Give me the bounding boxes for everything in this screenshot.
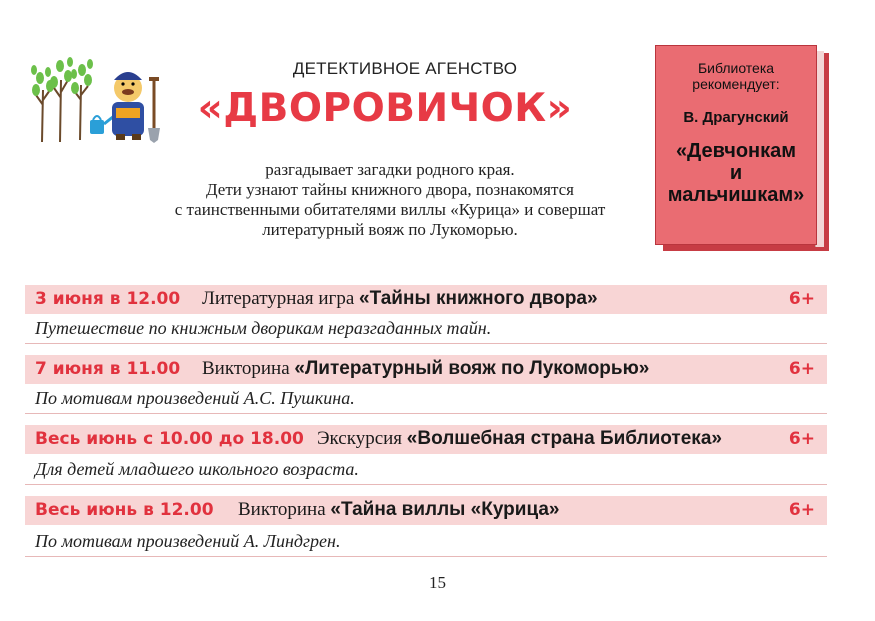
age-badge: 6+ bbox=[788, 359, 815, 379]
event-description: Путешествие по книжным дворикам неразгаданных тайн. bbox=[35, 318, 492, 338]
event-title bbox=[317, 428, 722, 450]
shovel-icon bbox=[148, 77, 160, 143]
divider bbox=[25, 484, 827, 485]
event-description: Для детей младшего школьного возраста. bbox=[35, 459, 359, 479]
event-name: «Тайна виллы «Курица» bbox=[330, 499, 560, 520]
intro-text bbox=[150, 160, 630, 240]
book-library-line: Библиотека bbox=[697, 60, 775, 76]
intro-line: с таинственными обитателями виллы «Курица» и совершат bbox=[174, 200, 606, 219]
event-title bbox=[238, 499, 560, 521]
agency-title: «ДВОРОВИЧОК» bbox=[197, 86, 573, 131]
gardener-illustration bbox=[30, 50, 180, 145]
divider bbox=[25, 413, 827, 414]
event-date: 3 июня в 12.00 bbox=[35, 289, 181, 309]
event-name: «Тайны книжного двора» bbox=[359, 288, 598, 309]
event-row bbox=[25, 496, 827, 525]
watering-can-icon bbox=[90, 116, 114, 134]
event-kind: Викторина bbox=[238, 499, 326, 520]
book-title-line: мальчишкам» bbox=[667, 184, 805, 206]
event-date: 7 июня в 11.00 bbox=[35, 359, 181, 379]
divider bbox=[25, 556, 827, 557]
book-cover bbox=[655, 45, 817, 245]
book-title-line: «Девчонкам bbox=[675, 140, 797, 162]
page-number: 15 bbox=[429, 573, 446, 592]
event-kind: Экскурсия bbox=[317, 428, 403, 449]
event-description: По мотивам произведений А.С. Пушкина. bbox=[35, 388, 355, 408]
book-library-line: рекомендует: bbox=[692, 76, 780, 92]
agency-subtitle: ДЕТЕКТИВНОЕ АГЕНСТВО bbox=[292, 59, 518, 78]
book-title bbox=[656, 140, 816, 206]
intro-line: литературный вояж по Лукоморью. bbox=[262, 220, 518, 239]
event-kind: Викторина bbox=[202, 358, 290, 379]
age-badge: 6+ bbox=[788, 500, 815, 520]
event-description: По мотивам произведений А. Линдгрен. bbox=[35, 531, 341, 551]
event-name: «Волшебная страна Библиотека» bbox=[406, 428, 722, 449]
event-title bbox=[202, 358, 649, 380]
event-row bbox=[25, 355, 827, 384]
book-title-line: и bbox=[729, 162, 743, 184]
intro-line: разгадывает загадки родного края. bbox=[265, 160, 515, 179]
event-row bbox=[25, 285, 827, 314]
event-kind: Литературная игра bbox=[202, 288, 355, 309]
divider bbox=[25, 343, 827, 344]
event-date: Весь июнь в 12.00 bbox=[35, 500, 214, 520]
book-author: В. Драгунский bbox=[683, 109, 789, 126]
age-badge: 6+ bbox=[788, 289, 815, 309]
age-badge: 6+ bbox=[788, 429, 815, 449]
event-date: Весь июнь с 10.00 до 18.00 bbox=[35, 429, 304, 449]
intro-line: Дети узнают тайны книжного двора, познакомятся bbox=[206, 180, 574, 199]
event-title bbox=[202, 288, 598, 310]
event-name: «Литературный вояж по Лукоморью» bbox=[294, 358, 650, 379]
book-library-label bbox=[656, 60, 816, 92]
event-row bbox=[25, 425, 827, 454]
trees-illustration bbox=[31, 57, 93, 142]
recommended-book bbox=[655, 45, 830, 253]
